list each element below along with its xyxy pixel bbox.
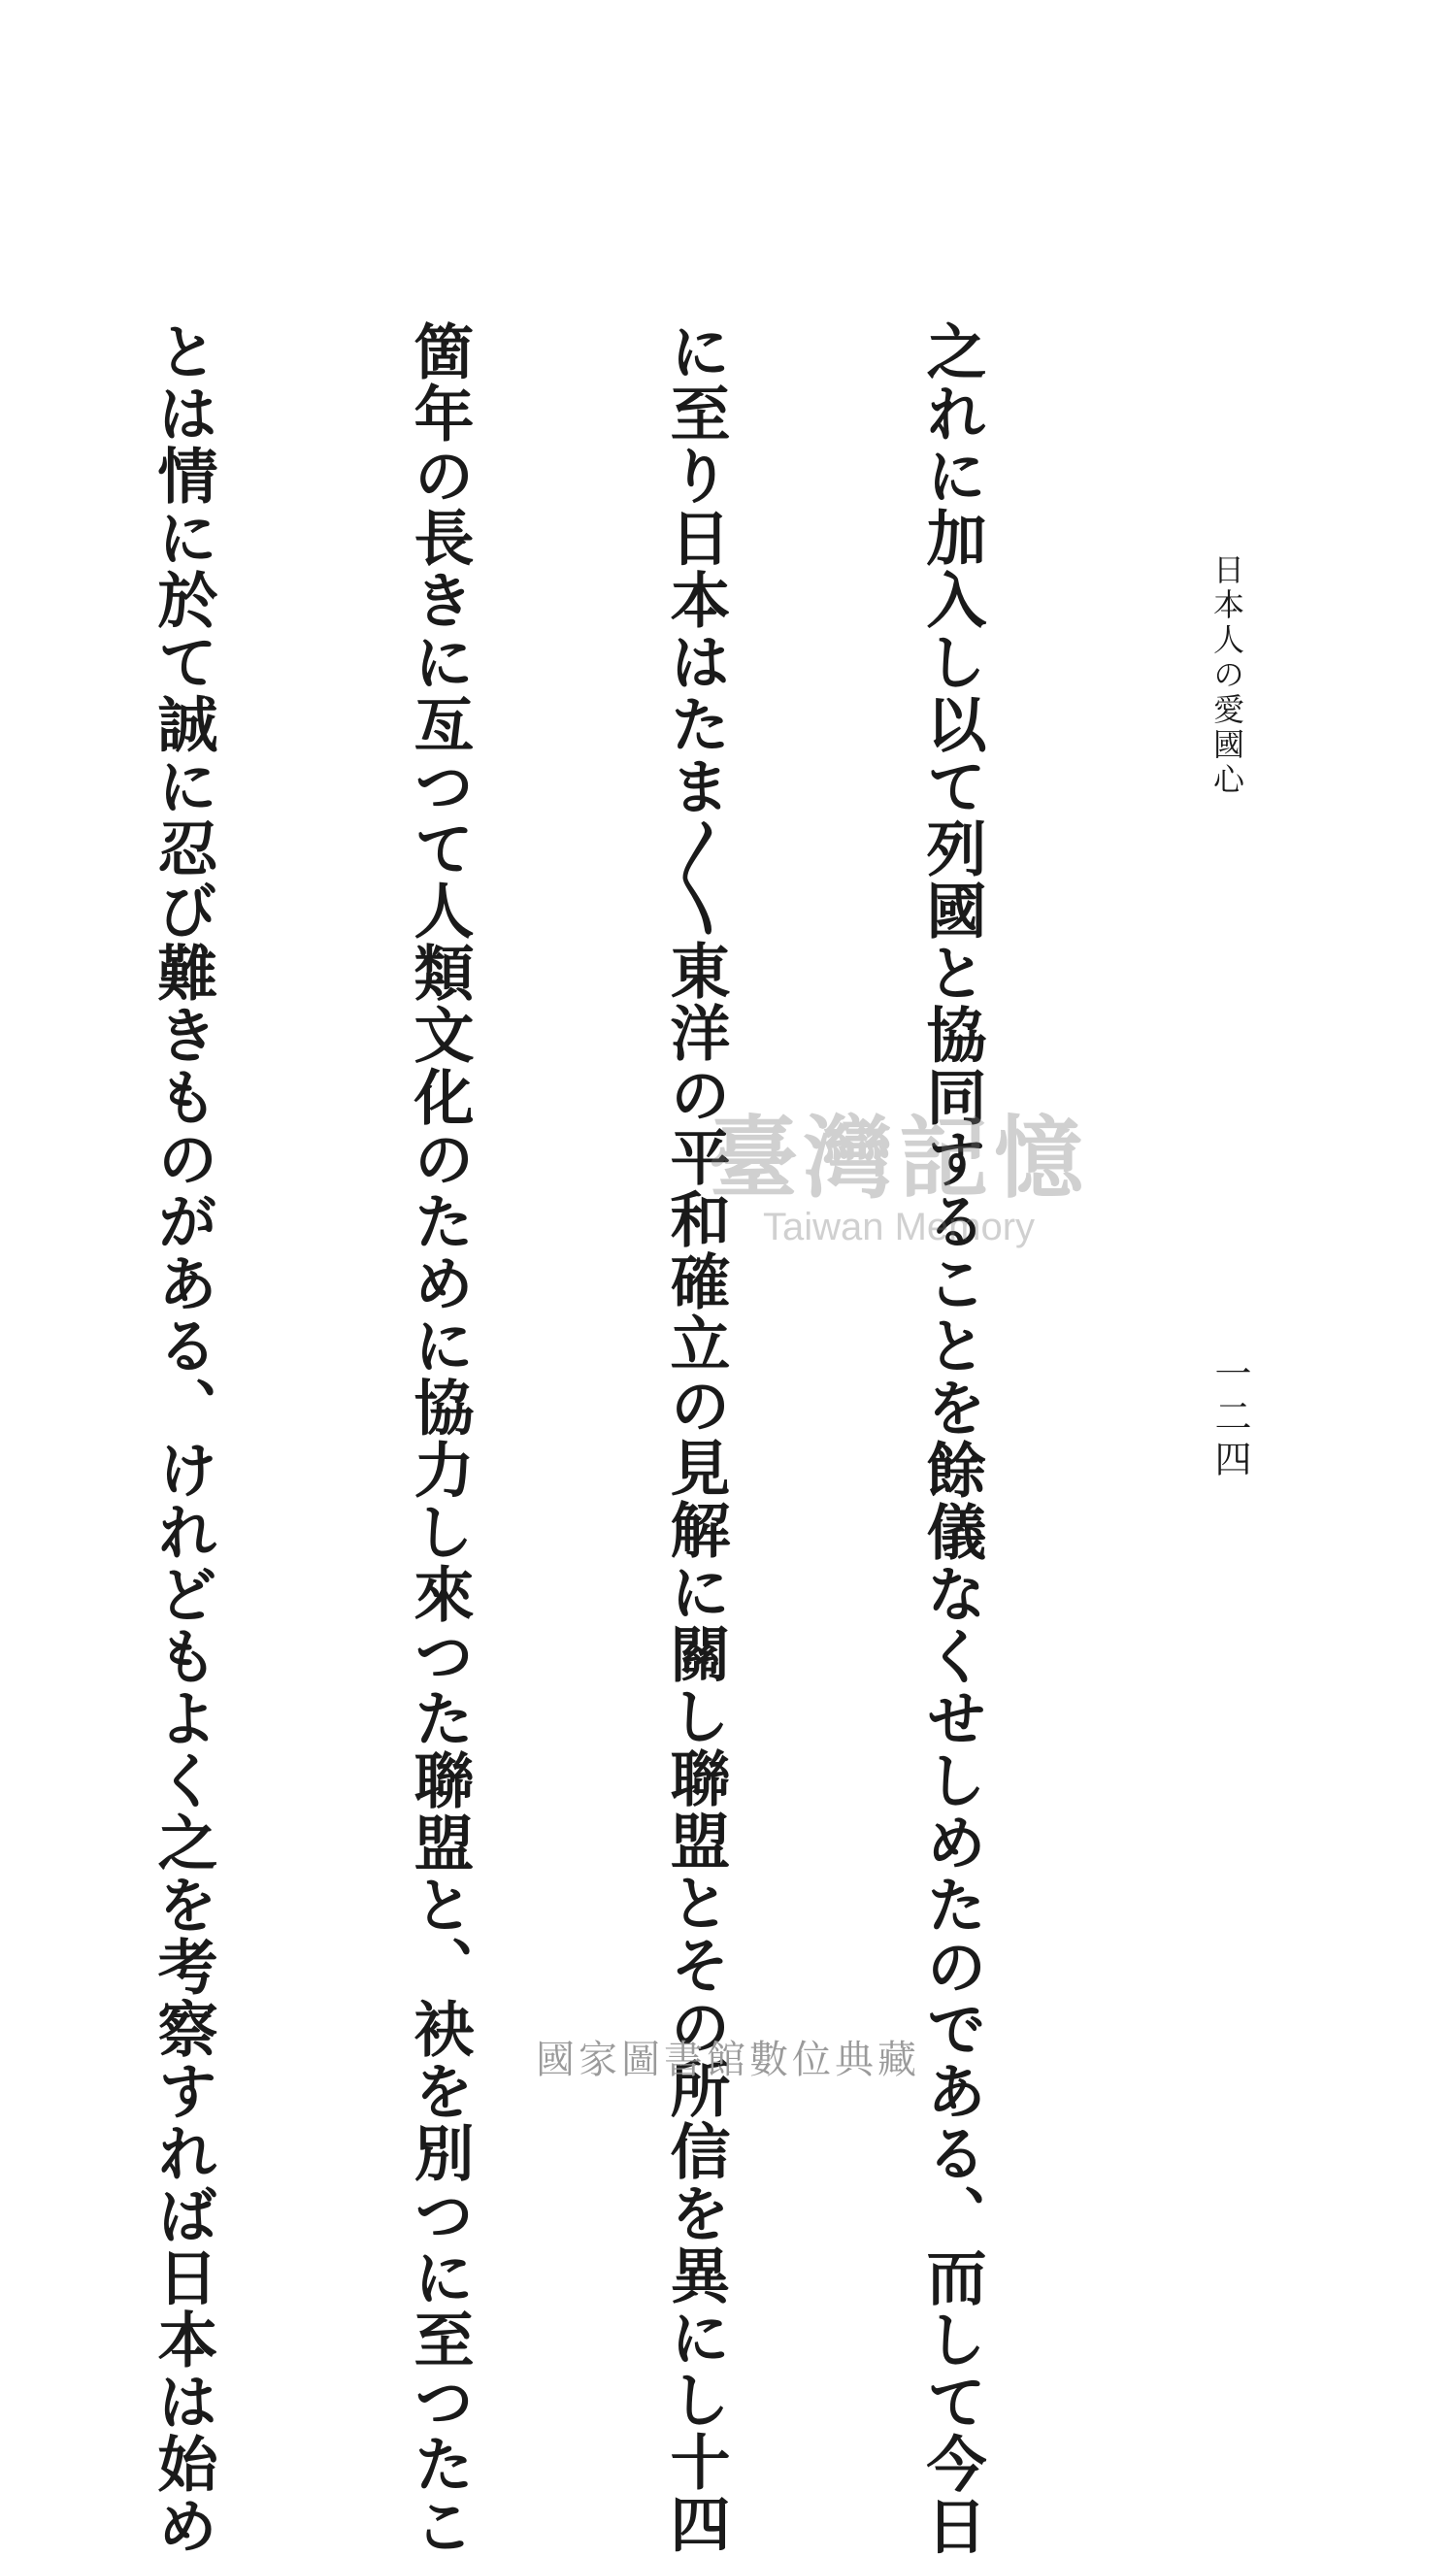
page-number: 一二四 <box>1208 1354 1251 1482</box>
archive-footer: 國家圖書館數位典藏 <box>536 2038 920 2082</box>
text-column-3: 箇年の長きに亙つて人類文化のために協力し來つた聯盟と、袂を別つに至つたこ <box>404 320 475 2557</box>
watermark-chinese: 臺灣記憶 <box>709 1106 1090 1211</box>
text-column-2: に至り日本はたま〳〵東洋の平和確立の見解に關し聯盟とその所信を異にし十四 <box>660 320 731 2555</box>
watermark-english: Taiwan Memory <box>762 1206 1036 1248</box>
running-title: 日本人の愛國心 <box>1208 553 1245 798</box>
text-column-1: 之れに加入し以て列國と協同することを餘儀なくせしめたのである、而して今日 <box>916 320 987 2557</box>
text-column-4: とは情に於て誠に忍び難きものがある、けれどもよく之を考察すれば日本は始め <box>148 320 218 2557</box>
